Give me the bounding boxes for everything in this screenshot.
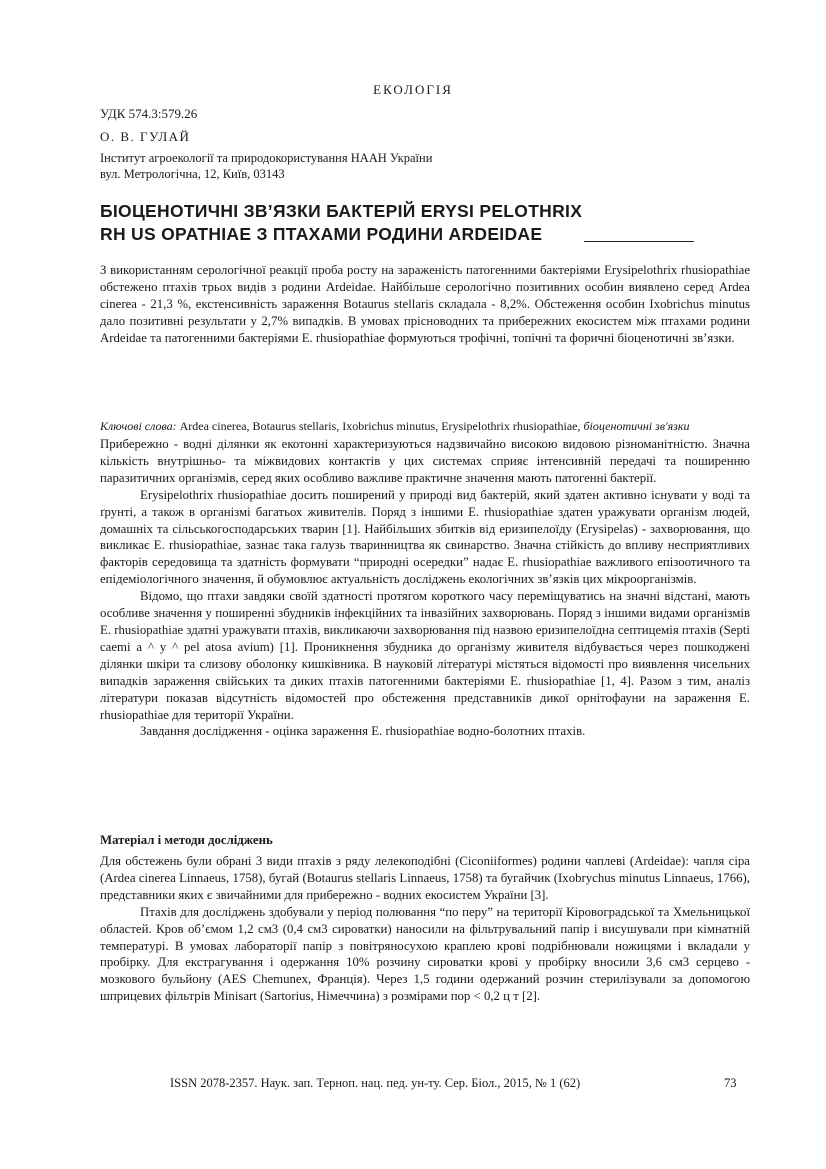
title-line-1: БІОЦЕНОТИЧНІ ЗВ’ЯЗКИ БАКТЕРІЙ ERYSI PELOTHRIX [100,201,583,221]
affiliation-institute: Інститут агроекології та природокористування НААН України [100,151,433,165]
methods-heading: Матеріал і методи досліджень [100,833,273,847]
affiliation [100,150,750,182]
keywords-terms: Ardea cinerea, Botaurus stellaris, Ixobrichus minutus, Erysipelothrix rhusiopathiae, [179,419,581,433]
page-number: 73 [724,1076,737,1090]
udc-code: УДК 574.3:579.26 [100,106,198,121]
title-underline [584,241,694,242]
title-line-2: RH US OPATHIAE З ПТАХАМИ РОДИНИ ARDEIDAE [100,224,543,244]
keywords: Ключові слова: Ardea cinerea, Botaurus stellaris, Ixobrichus minutus, Erysipelothrix rhusiopathiae, біоценотичні зв'язки [100,419,690,433]
methods-paragraph: Птахів для досліджень здобували у період полювання “по перу” на території Кіровоградської та Хмельницької областей. Кров об’ємом 1,2 см3 (0,4 см3 сироватки) наносили на фільтрувальний папір і висушували при кімнатній температурі. В умовах лабораторії папір з повітряносухою краплею крові подрібнювали ножицями і вкладали у пробірку. Для екстрагування і одержання 10% розчину сироватки крові у пробірку вносили 3,6 см3 серцево - мозкового бульйону (AES Chemunex, Франція). Через 1,5 години одержаний розчин стерилізували за допомогою шприцевих фільтрів Minisart (Sartorius, Німеччина) з розмірами пор < 0,2 ц т [2]. [100,904,750,1004]
affiliation-address: вул. Метрологічна, 12, Київ, 03143 [100,167,285,181]
journal-footer: ISSN 2078-2357. Наук. зап. Терноп. нац. пед. ун-ту. Сер. Біол., 2015, № 1 (62) [170,1076,581,1090]
intro-paragraph: Прибережно - водні ділянки як екотонні характеризуються надзвичайно високою видовою різноманітністю. Значна кількість внутрішньо- та міжвидових контактів у цих системах сприяє інтенсивній передачі та поширенню паразитичних організмів, серед яких особливо важливе практичне значення мають патогенні бактерії. [100,437,750,485]
intro-paragraph: Erysipelothrix rhusiopathiae досить поширений у природі вид бактерій, який здатен активно існувати у воді та ґрунті, а також в організмі багатьох живителів. Поряд з іншими E. rhusiopathiae здатен уражувати організм людей, домашніх та сільськогосподарських тварин [1]. Найбільших збитків від еризипелоїду (Erysipelas) - захворювання, що викликає E. rhusiopathiae, зазнає така галузь тваринництва як свинарство. Значна стійкість до впливу несприятливих факторів середовища та здатність формувати “природні осередки” надає E. rhusiopathiae важливого епізоотичного та епідеміологічного значення, й обумовлює актуальність досліджень екологічних зв’язків цих мікроорганізмів. [100,487,750,587]
introduction [100,436,750,740]
intro-paragraph: Відомо, що птахи завдяки своїй здатності протягом короткого часу переміщуватись на значні відстані, мають особливе значення у поширенні збудників інфекційних та інвазійних захворювань. Поряд з іншими видами організмів E. rhusiopathiae здатні уражувати птахів, викликаючи захворювання під назвою еризипелоїдна септицемія птахів (Septi caemi a ^ y ^ pel atosa avium) [1]. Проникнення збудника до організму живителя відбувається через пошкоджені ділянки шкіри та слизову оболонку кишківника. В науковій літературі містяться відомості про виявлення чисельних випадків зараження свійських та диких птахів патогенними бактеріями E. rhusiopathiae [1, 4]. Разом з тим, аналіз літератури показав відсутність відомостей про обстеження представників дикої орнітофауни на зараження E. rhusiopathiae для території України. [100,589,750,722]
abstract: З використанням серологічної реакції проба росту на зараженість патогенними бактеріями Erysipelothrix rhusiopathiae обстежено птахів трьох видів з родини Ardeidae. Найбільше серологічно позитивних особин виявлено серед Ardea cinerea - 21,3 %, екстенсивність зараження Botaurus stellaris складала - 8,2%. Обстеження особин Ixobrichus minutus дало позитивні результати у 2,7% випадків. В умовах прісноводних та прибережних екосистем між птахами родини Ardeidae та патогенними бактеріями E. rhusiopathiae формуються трофічні, топічні та форичні біоценотичні зв’язки. [100,263,750,345]
study-aim: Завдання дослідження - оцінка зараження E. rhusiopathiae водно-болотних птахів. [140,724,586,739]
author-name: О. В. ГУЛАЙ [100,129,191,144]
keywords-label: Ключові слова [100,419,173,433]
methods-paragraph: Для обстежень були обрані 3 види птахів з ряду лелекоподібні (Ciconiiformes) родини чаплеві (Ardeidae): чапля сіра (Ardea cinerea Linnaeus, 1758), бугай (Botaurus stellaris Linnaeus, 1758) та бугайчик (Ixobrychus minutus Linnaeus, 1766), представники яких є звичайними для прибережно - водних екосистем України [3]. [100,854,750,902]
section-heading: ЕКОЛОГІЯ [373,82,453,97]
article-title [100,200,720,246]
methods [100,853,750,1005]
keywords-tail: біоценотичні зв'язки [583,419,690,433]
